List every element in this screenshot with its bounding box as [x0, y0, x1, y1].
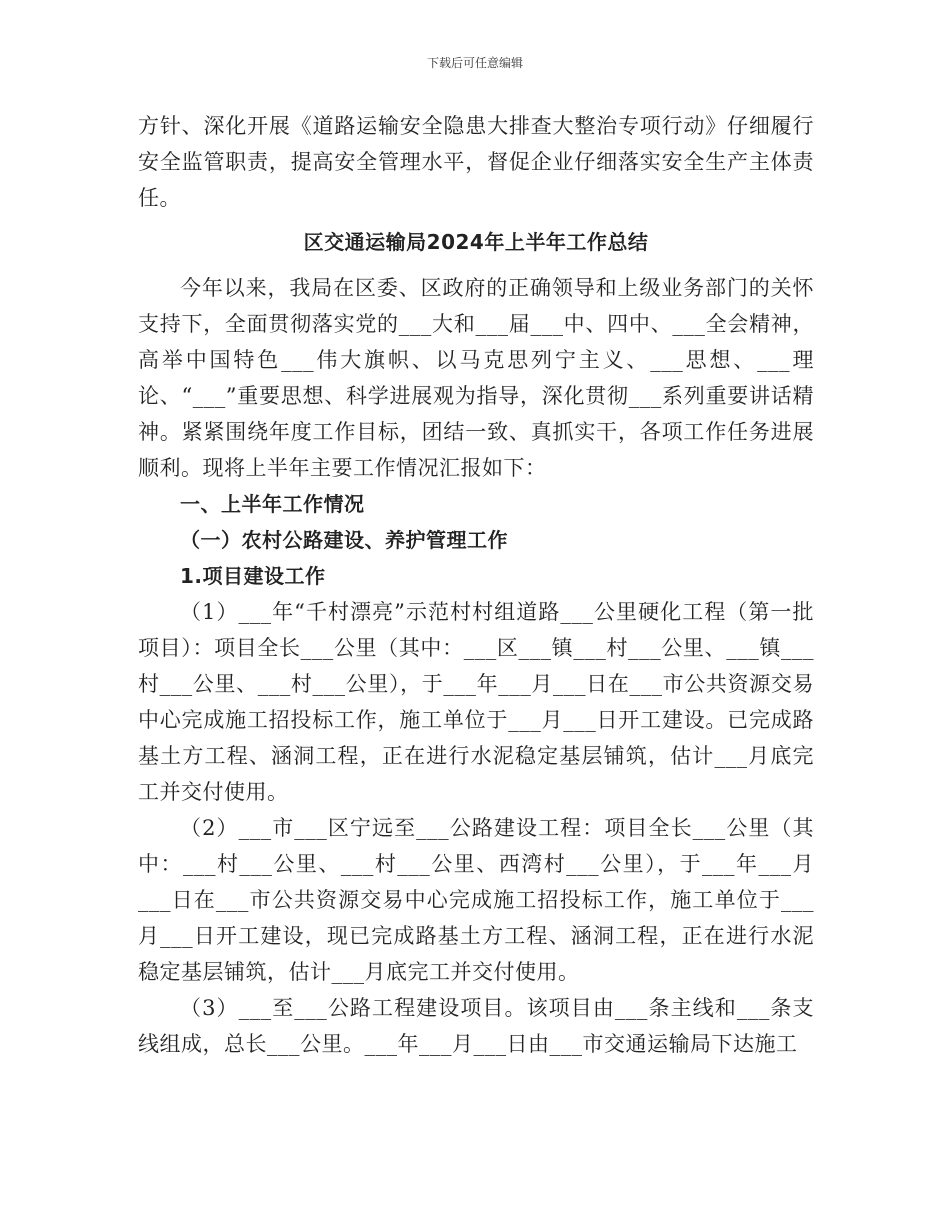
page-header: 下载后可任意编辑: [426, 56, 523, 70]
section-heading-2: （一）农村公路建设、养护管理工作: [180, 528, 508, 552]
document-title: 区交通运输局2024年上半年工作总结: [303, 230, 649, 254]
document-body: [138, 108, 814, 1062]
project-item-3: （3）___至___公路工程建设项目。该项目由___条主线和___条支线组成，总长___公里。___年___月___日由___市交通运输局下达施工: [138, 996, 814, 1056]
project-item-2: （2）___市___区宁远至___公路建设工程：项目全长___公里（其中：___村___公里、___村___公里、西湾村___公里），于___年___月___日在___市公共资源交易中心完成施工招投标工作，施工单位于___月___日开工建设，现已完成路基土方工程、涵洞工程，正在进行水泥稳定基层铺筑，估计___月底完工并交付使用。: [138, 816, 814, 984]
intro-paragraph: 今年以来，我局在区委、区政府的正确领导和上级业务部门的关怀支持下，全面贯彻落实党的___大和___届___中、四中、___全会精神，高举中国特色___伟大旗帜、以马克思列宁主义、___思想、___理论、“___”重要思想、科学进展观为指导，深化贯彻___系列重要讲话精神。紧紧围绕年度工作目标，团结一致、真抓实干，各项工作任务进展顺利。现将上半年主要工作情况汇报如下：: [138, 276, 814, 480]
section-heading-1: 一、上半年工作情况: [180, 492, 365, 516]
section-heading-3: 1.项目建设工作: [180, 564, 326, 588]
project-item-1: （1）___年“千村漂亮”示范村村组道路___公里硬化工程（第一批项目）：项目全长___公里（其中：___区___镇___村___公里、___镇___村___公里、___村___公里），于___年___月___日在___市公共资源交易中心完成施工招投标工作，施工单位于___月___日开工建设。已完成路基土方工程、涵洞工程，正在进行水泥稳定基层铺筑，估计___月底完工并交付使用。: [138, 600, 814, 804]
carryover-paragraph: 方针、深化开展《道路运输安全隐患大排查大整治专项行动》仔细履行安全监管职责，提高安全管理水平，督促企业仔细落实安全生产主体责任。: [138, 114, 814, 210]
